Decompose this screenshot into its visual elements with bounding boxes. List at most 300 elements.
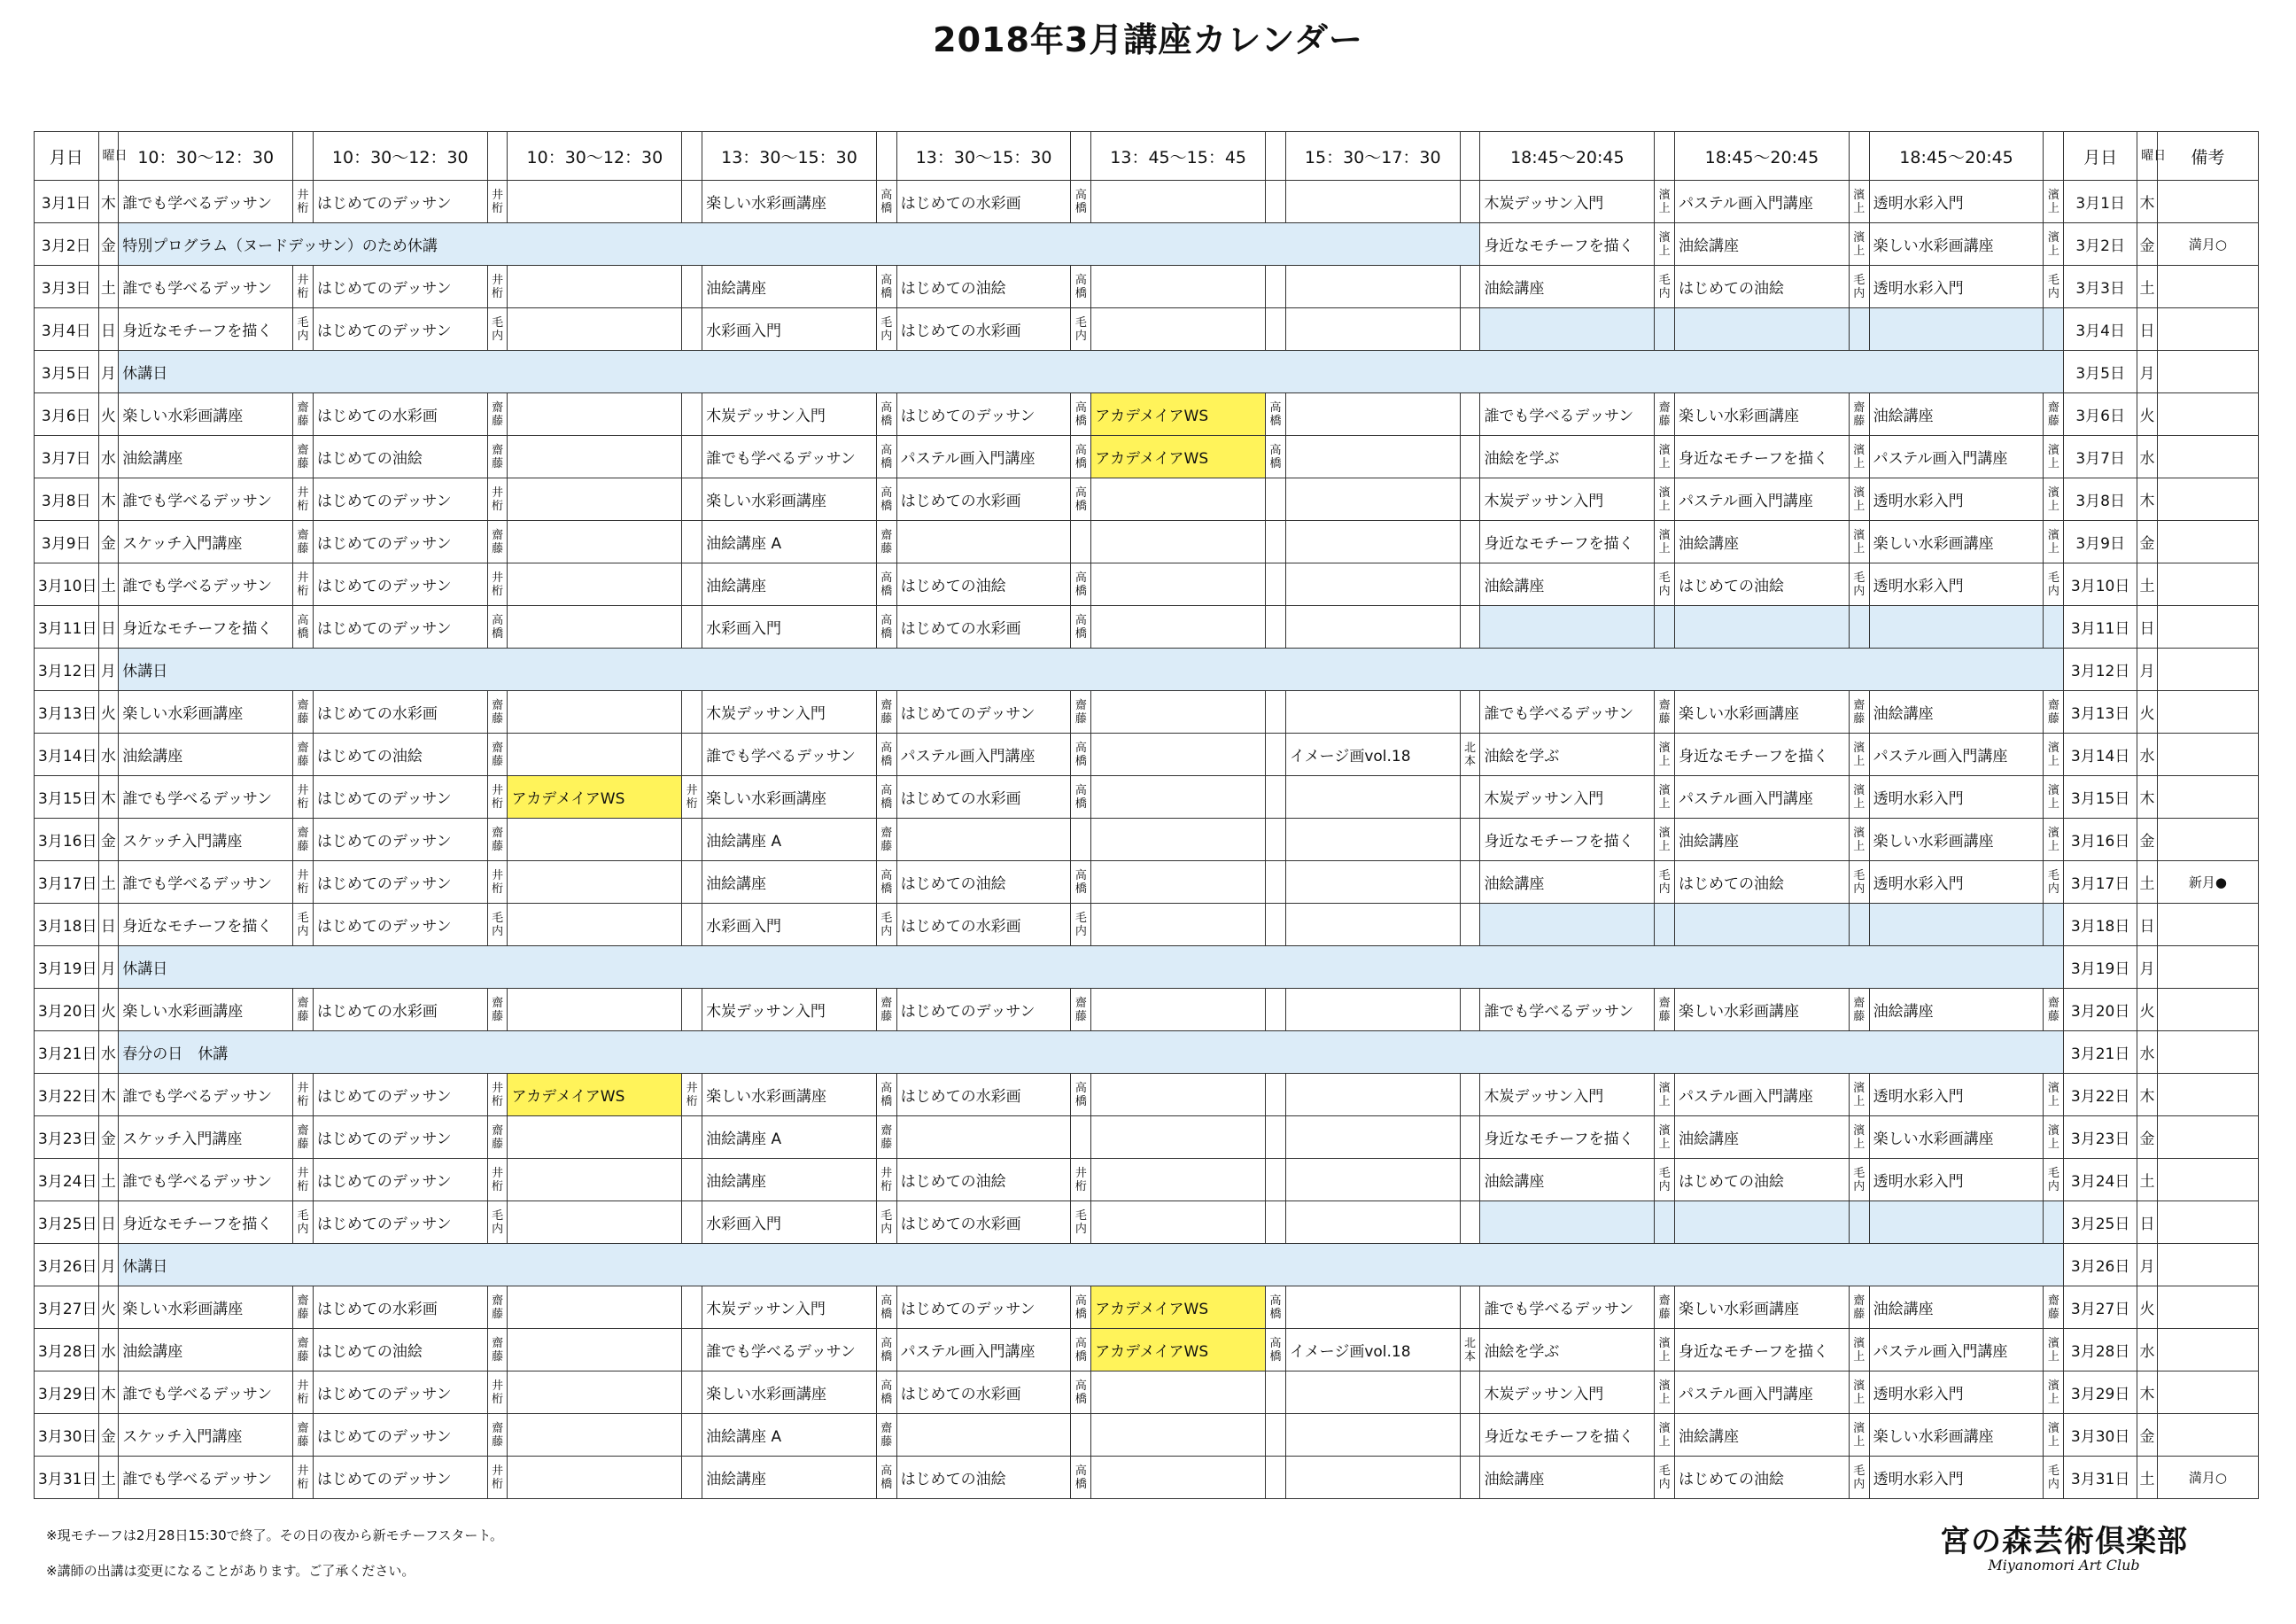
table-row — [35, 1244, 2259, 1286]
table-row — [35, 223, 2259, 266]
footnote-2: ※講師の出講は変更になることがあります。ご了承ください。 — [46, 1563, 415, 1579]
course-cell — [1480, 606, 1655, 649]
course-cell: はじめての水彩画 — [313, 1286, 487, 1329]
course-cell: 油絵講座 — [119, 734, 293, 776]
table-row — [35, 649, 2259, 691]
course-cell: はじめてのデッサン — [313, 1159, 487, 1201]
course-cell: はじめての油絵 — [313, 1329, 487, 1371]
header-cell — [682, 132, 702, 181]
teacher-cell: 毛内 — [1849, 1457, 1869, 1499]
weekday-cell-right: 木 — [2137, 181, 2158, 223]
date-cell-right: 3月9日 — [2064, 521, 2137, 563]
course-cell: 油絵講座 — [702, 1159, 877, 1201]
weekday-cell-right: 火 — [2137, 393, 2158, 436]
course-cell: 誰でも学べるデッサン — [1480, 989, 1655, 1031]
course-cell — [508, 393, 682, 436]
teacher-cell: 高橋 — [876, 266, 896, 308]
teacher-cell — [682, 436, 702, 478]
teacher-cell — [1266, 904, 1286, 946]
date-cell: 3月12日 — [35, 649, 99, 691]
weekday-cell-right: 日 — [2137, 904, 2158, 946]
weekday-cell-right: 月 — [2137, 1244, 2158, 1286]
course-cell: 楽しい水彩画講座 — [1675, 1286, 1850, 1329]
date-cell: 3月15日 — [35, 776, 99, 819]
teacher-cell — [682, 308, 702, 351]
course-cell — [1285, 436, 1460, 478]
weekday-cell-right: 木 — [2137, 478, 2158, 521]
weekday-cell-right: 木 — [2137, 776, 2158, 819]
course-cell: はじめてのデッサン — [313, 266, 487, 308]
teacher-cell: 井桁 — [293, 563, 314, 606]
teacher-cell — [1460, 1414, 1480, 1457]
remark-cell — [2157, 606, 2258, 649]
teacher-cell: 高橋 — [1071, 861, 1091, 904]
teacher-cell: 井桁 — [293, 776, 314, 819]
weekday-cell-right: 金 — [2137, 223, 2158, 266]
teacher-cell: 齋藤 — [876, 1116, 896, 1159]
course-cell — [1091, 1201, 1266, 1244]
teacher-cell — [682, 266, 702, 308]
teacher-cell: 井桁 — [487, 478, 508, 521]
teacher-cell: 濱上 — [1655, 1329, 1675, 1371]
teacher-cell: 濱上 — [2044, 776, 2064, 819]
teacher-cell: 齋藤 — [487, 436, 508, 478]
course-cell — [508, 1414, 682, 1457]
teacher-cell: 高橋 — [1071, 1371, 1091, 1414]
teacher-cell — [1460, 1116, 1480, 1159]
date-cell: 3月21日 — [35, 1031, 99, 1074]
teacher-cell: 濱上 — [1655, 223, 1675, 266]
remark-cell — [2157, 266, 2258, 308]
weekday-cell-right: 土 — [2137, 1457, 2158, 1499]
weekday-cell: 水 — [98, 1329, 119, 1371]
course-cell: はじめての水彩画 — [896, 1201, 1071, 1244]
header-cell: 月日 — [2064, 132, 2137, 181]
course-cell: パステル画入門講座 — [896, 734, 1071, 776]
teacher-cell — [682, 1457, 702, 1499]
teacher-cell — [682, 1414, 702, 1457]
course-cell — [1285, 266, 1460, 308]
course-cell: 油絵講座 — [1480, 861, 1655, 904]
date-cell-right: 3月4日 — [2064, 308, 2137, 351]
course-cell — [1285, 1201, 1460, 1244]
teacher-cell — [1460, 308, 1480, 351]
weekday-cell: 土 — [98, 1457, 119, 1499]
course-cell — [508, 861, 682, 904]
date-cell: 3月3日 — [35, 266, 99, 308]
course-cell — [1285, 1159, 1460, 1201]
date-cell: 3月26日 — [35, 1244, 99, 1286]
date-cell-right: 3月23日 — [2064, 1116, 2137, 1159]
teacher-cell: 高橋 — [1071, 393, 1091, 436]
table-row — [35, 1031, 2259, 1074]
course-cell — [1285, 393, 1460, 436]
course-cell: はじめてのデッサン — [313, 521, 487, 563]
weekday-cell-right: 水 — [2137, 734, 2158, 776]
course-cell: 油絵講座 — [1675, 1116, 1850, 1159]
course-cell — [1091, 1074, 1266, 1116]
weekday-cell: 火 — [98, 393, 119, 436]
teacher-cell — [1460, 819, 1480, 861]
course-cell: はじめての油絵 — [1675, 563, 1850, 606]
teacher-cell: 毛内 — [1849, 266, 1869, 308]
course-cell — [508, 1329, 682, 1371]
course-cell: 誰でも学べるデッサン — [702, 734, 877, 776]
teacher-cell: 毛内 — [2044, 266, 2064, 308]
teacher-cell — [1460, 266, 1480, 308]
teacher-cell — [682, 563, 702, 606]
teacher-cell: 高橋 — [293, 606, 314, 649]
remark-cell — [2157, 478, 2258, 521]
course-cell: はじめての油絵 — [896, 1159, 1071, 1201]
course-cell: 身近なモチーフを描く — [1480, 1116, 1655, 1159]
course-cell: はじめての水彩画 — [896, 606, 1071, 649]
teacher-cell: 齋藤 — [2044, 393, 2064, 436]
teacher-cell — [1266, 1159, 1286, 1201]
header-cell: 13：45〜15：45 — [1091, 132, 1266, 181]
teacher-cell: 毛内 — [2044, 861, 2064, 904]
teacher-cell: 毛内 — [876, 1201, 896, 1244]
weekday-cell: 木 — [98, 478, 119, 521]
teacher-cell: 齋藤 — [293, 1116, 314, 1159]
header-cell: 10：30〜12：30 — [119, 132, 293, 181]
teacher-cell — [1460, 606, 1480, 649]
teacher-cell: 高橋 — [1071, 436, 1091, 478]
teacher-cell: 毛内 — [2044, 1457, 2064, 1499]
teacher-cell — [682, 734, 702, 776]
course-cell — [1675, 606, 1850, 649]
header-row — [35, 132, 2259, 181]
date-cell-right: 3月13日 — [2064, 691, 2137, 734]
course-cell — [1285, 308, 1460, 351]
teacher-cell: 濱上 — [2044, 181, 2064, 223]
course-cell: 油絵講座 — [1869, 1286, 2044, 1329]
teacher-cell — [1849, 308, 1869, 351]
table-row — [35, 606, 2259, 649]
remark-cell — [2157, 1371, 2258, 1414]
date-cell-right: 3月15日 — [2064, 776, 2137, 819]
course-cell: 油絵を学ぶ — [1480, 1329, 1655, 1371]
teacher-cell: 高橋 — [1071, 1074, 1091, 1116]
course-cell: 楽しい水彩画講座 — [1675, 989, 1850, 1031]
course-cell: 誰でも学べるデッサン — [1480, 691, 1655, 734]
course-cell: 誰でも学べるデッサン — [119, 1074, 293, 1116]
course-cell: はじめてのデッサン — [313, 1457, 487, 1499]
course-cell: 油絵講座 — [702, 1457, 877, 1499]
weekday-cell-right: 水 — [2137, 1329, 2158, 1371]
course-cell — [1675, 1201, 1850, 1244]
remark-cell: 満月○ — [2157, 1457, 2258, 1499]
course-cell — [1091, 266, 1266, 308]
header-cell: 18:45〜20:45 — [1480, 132, 1655, 181]
weekday-cell: 日 — [98, 308, 119, 351]
remark-cell — [2157, 1074, 2258, 1116]
teacher-cell: 高橋 — [876, 1286, 896, 1329]
course-cell — [1869, 606, 2044, 649]
date-cell: 3月16日 — [35, 819, 99, 861]
course-cell: はじめての水彩画 — [896, 181, 1071, 223]
remark-cell — [2157, 308, 2258, 351]
course-cell — [1091, 989, 1266, 1031]
teacher-cell: 高橋 — [1071, 1457, 1091, 1499]
weekday-cell: 土 — [98, 1159, 119, 1201]
teacher-cell: 濱上 — [2044, 1371, 2064, 1414]
teacher-cell — [1849, 1201, 1869, 1244]
date-cell: 3月6日 — [35, 393, 99, 436]
weekday-cell-right: 木 — [2137, 1371, 2158, 1414]
teacher-cell: 齋藤 — [1071, 691, 1091, 734]
teacher-cell: 毛内 — [2044, 563, 2064, 606]
table-row — [35, 776, 2259, 819]
course-cell: 透明水彩入門 — [1869, 1159, 2044, 1201]
teacher-cell: 高橋 — [876, 436, 896, 478]
date-cell: 3月13日 — [35, 691, 99, 734]
course-cell: はじめてのデッサン — [313, 904, 487, 946]
header-cell: 15：30〜17：30 — [1285, 132, 1460, 181]
table-row — [35, 478, 2259, 521]
teacher-cell: 齋藤 — [487, 1329, 508, 1371]
course-cell — [1091, 904, 1266, 946]
course-cell: 身近なモチーフを描く — [119, 904, 293, 946]
teacher-cell: 高橋 — [1071, 1329, 1091, 1371]
teacher-cell: 齋藤 — [876, 819, 896, 861]
weekday-cell-right: 火 — [2137, 989, 2158, 1031]
teacher-cell — [682, 1201, 702, 1244]
weekday-cell: 月 — [98, 649, 119, 691]
teacher-cell — [1266, 1201, 1286, 1244]
teacher-cell — [682, 393, 702, 436]
date-cell-right: 3月18日 — [2064, 904, 2137, 946]
weekday-cell: 土 — [98, 861, 119, 904]
teacher-cell — [1071, 819, 1091, 861]
course-cell: 油絵講座 — [1480, 1159, 1655, 1201]
course-cell: 楽しい水彩画講座 — [702, 181, 877, 223]
course-cell: 水彩画入門 — [702, 904, 877, 946]
weekday-cell: 金 — [98, 521, 119, 563]
course-cell: 身近なモチーフを描く — [1675, 1329, 1850, 1371]
teacher-cell: 齋藤 — [1849, 691, 1869, 734]
date-cell-right: 3月22日 — [2064, 1074, 2137, 1116]
course-cell: 木炭デッサン入門 — [702, 691, 877, 734]
teacher-cell: 齋藤 — [487, 393, 508, 436]
course-cell: アカデメイアWS — [1091, 436, 1266, 478]
teacher-cell — [1266, 776, 1286, 819]
course-cell: 誰でも学べるデッサン — [1480, 1286, 1655, 1329]
course-cell: 油絵を学ぶ — [1480, 436, 1655, 478]
course-cell — [1675, 308, 1850, 351]
weekday-cell: 月 — [98, 1244, 119, 1286]
weekday-cell-right: 月 — [2137, 946, 2158, 989]
course-cell — [1091, 1457, 1266, 1499]
teacher-cell: 井桁 — [293, 266, 314, 308]
teacher-cell: 高橋 — [1266, 1329, 1286, 1371]
remark-cell — [2157, 521, 2258, 563]
course-cell: 木炭デッサン入門 — [702, 1286, 877, 1329]
teacher-cell: 井桁 — [293, 478, 314, 521]
teacher-cell — [1266, 606, 1286, 649]
table-row — [35, 734, 2259, 776]
course-cell: はじめてのデッサン — [313, 308, 487, 351]
teacher-cell: 井桁 — [1071, 1159, 1091, 1201]
weekday-cell: 金 — [98, 1414, 119, 1457]
teacher-cell: 濱上 — [1655, 1414, 1675, 1457]
course-cell — [1285, 904, 1460, 946]
teacher-cell: 濱上 — [1849, 223, 1869, 266]
header-cell — [487, 132, 508, 181]
date-cell: 3月28日 — [35, 1329, 99, 1371]
teacher-cell: 井桁 — [487, 1371, 508, 1414]
date-cell-right: 3月24日 — [2064, 1159, 2137, 1201]
course-cell: アカデメイアWS — [1091, 393, 1266, 436]
course-cell: 誰でも学べるデッサン — [119, 776, 293, 819]
teacher-cell: 高橋 — [1266, 393, 1286, 436]
teacher-cell — [1655, 904, 1675, 946]
teacher-cell: 濱上 — [1655, 734, 1675, 776]
course-cell: 透明水彩入門 — [1869, 181, 2044, 223]
teacher-cell: 毛内 — [487, 904, 508, 946]
teacher-cell: 齋藤 — [487, 819, 508, 861]
course-cell: パステル画入門講座 — [1869, 734, 2044, 776]
remark-cell: 満月○ — [2157, 223, 2258, 266]
schedule-table — [34, 131, 2259, 1499]
teacher-cell: 井桁 — [487, 563, 508, 606]
teacher-cell — [1460, 393, 1480, 436]
course-cell: はじめてのデッサン — [313, 563, 487, 606]
weekday-cell-right: 金 — [2137, 819, 2158, 861]
teacher-cell — [682, 1116, 702, 1159]
weekday-cell-right: 日 — [2137, 308, 2158, 351]
table-row — [35, 1286, 2259, 1329]
course-cell: 身近なモチーフを描く — [119, 308, 293, 351]
course-cell: 油絵講座 A — [702, 521, 877, 563]
table-row — [35, 1074, 2259, 1116]
course-cell: はじめてのデッサン — [313, 861, 487, 904]
date-cell: 3月4日 — [35, 308, 99, 351]
closed-band: 休講日 — [119, 649, 2064, 691]
course-cell — [1869, 308, 2044, 351]
weekday-cell: 日 — [98, 606, 119, 649]
header-cell — [293, 132, 314, 181]
course-cell — [508, 1286, 682, 1329]
course-cell: スケッチ入門講座 — [119, 1414, 293, 1457]
course-cell — [1285, 819, 1460, 861]
course-cell: 木炭デッサン入門 — [702, 989, 877, 1031]
teacher-cell: 齋藤 — [293, 436, 314, 478]
course-cell: パステル画入門講座 — [896, 436, 1071, 478]
teacher-cell: 毛内 — [1849, 563, 1869, 606]
teacher-cell: 齋藤 — [487, 691, 508, 734]
teacher-cell: 高橋 — [1071, 776, 1091, 819]
course-cell: パステル画入門講座 — [1675, 478, 1850, 521]
teacher-cell — [1266, 691, 1286, 734]
teacher-cell: 毛内 — [293, 308, 314, 351]
course-cell: パステル画入門講座 — [1869, 436, 2044, 478]
teacher-cell: 毛内 — [1849, 1159, 1869, 1201]
teacher-cell: 毛内 — [1071, 1201, 1091, 1244]
teacher-cell: 高橋 — [876, 861, 896, 904]
teacher-cell: 井桁 — [293, 1074, 314, 1116]
course-cell: 透明水彩入門 — [1869, 266, 2044, 308]
table-row — [35, 1329, 2259, 1371]
date-cell-right: 3月17日 — [2064, 861, 2137, 904]
date-cell-right: 3月12日 — [2064, 649, 2137, 691]
course-cell: はじめての水彩画 — [896, 1074, 1071, 1116]
course-cell — [508, 1457, 682, 1499]
table-row — [35, 563, 2259, 606]
course-cell — [896, 1116, 1071, 1159]
teacher-cell: 高橋 — [876, 776, 896, 819]
teacher-cell: 齋藤 — [293, 1329, 314, 1371]
teacher-cell: 井桁 — [487, 1457, 508, 1499]
teacher-cell: 井桁 — [487, 1074, 508, 1116]
course-cell — [896, 521, 1071, 563]
course-cell: 油絵講座 — [702, 861, 877, 904]
course-cell: 透明水彩入門 — [1869, 776, 2044, 819]
teacher-cell: 高橋 — [876, 393, 896, 436]
teacher-cell: 毛内 — [1071, 904, 1091, 946]
teacher-cell — [1266, 308, 1286, 351]
date-cell: 3月10日 — [35, 563, 99, 606]
teacher-cell — [1266, 819, 1286, 861]
table-row — [35, 861, 2259, 904]
table-row — [35, 1159, 2259, 1201]
weekday-cell-right: 木 — [2137, 1074, 2158, 1116]
course-cell: スケッチ入門講座 — [119, 521, 293, 563]
teacher-cell: 齋藤 — [487, 734, 508, 776]
course-cell: パステル画入門講座 — [896, 1329, 1071, 1371]
table-row — [35, 1116, 2259, 1159]
teacher-cell — [1460, 1371, 1480, 1414]
course-cell: 楽しい水彩画講座 — [702, 478, 877, 521]
closed-band: 休講日 — [119, 1244, 2064, 1286]
course-cell: はじめてのデッサン — [896, 691, 1071, 734]
teacher-cell: 齋藤 — [293, 1286, 314, 1329]
teacher-cell: 齋藤 — [1655, 1286, 1675, 1329]
course-cell: 油絵講座 — [1480, 563, 1655, 606]
weekday-cell: 金 — [98, 1116, 119, 1159]
table-row — [35, 946, 2259, 989]
teacher-cell: 齋藤 — [876, 691, 896, 734]
course-cell: はじめての油絵 — [1675, 1159, 1850, 1201]
weekday-cell: 火 — [98, 989, 119, 1031]
header-cell — [1266, 132, 1286, 181]
teacher-cell: 濱上 — [1655, 776, 1675, 819]
teacher-cell: 井桁 — [682, 1074, 702, 1116]
course-cell: 油絵を学ぶ — [1480, 734, 1655, 776]
weekday-cell: 木 — [98, 776, 119, 819]
course-cell: 身近なモチーフを描く — [1675, 734, 1850, 776]
header-cell: 10：30〜12：30 — [508, 132, 682, 181]
course-cell — [1285, 691, 1460, 734]
remark-cell — [2157, 351, 2258, 393]
teacher-cell — [1460, 1457, 1480, 1499]
course-cell — [896, 819, 1071, 861]
teacher-cell: 齋藤 — [1655, 691, 1675, 734]
remark-cell — [2157, 393, 2258, 436]
course-cell — [508, 989, 682, 1031]
course-cell: 身近なモチーフを描く — [1675, 436, 1850, 478]
header-cell: 10：30〜12：30 — [313, 132, 487, 181]
teacher-cell — [1849, 606, 1869, 649]
course-cell: 油絵講座 — [119, 436, 293, 478]
course-cell: はじめてのデッサン — [313, 1414, 487, 1457]
table-row — [35, 266, 2259, 308]
course-cell: 誰でも学べるデッサン — [119, 1159, 293, 1201]
course-cell — [1285, 1286, 1460, 1329]
header-cell: 13：30〜15：30 — [702, 132, 877, 181]
course-cell: 油絵講座 — [119, 1329, 293, 1371]
course-cell: 誰でも学べるデッサン — [119, 1371, 293, 1414]
